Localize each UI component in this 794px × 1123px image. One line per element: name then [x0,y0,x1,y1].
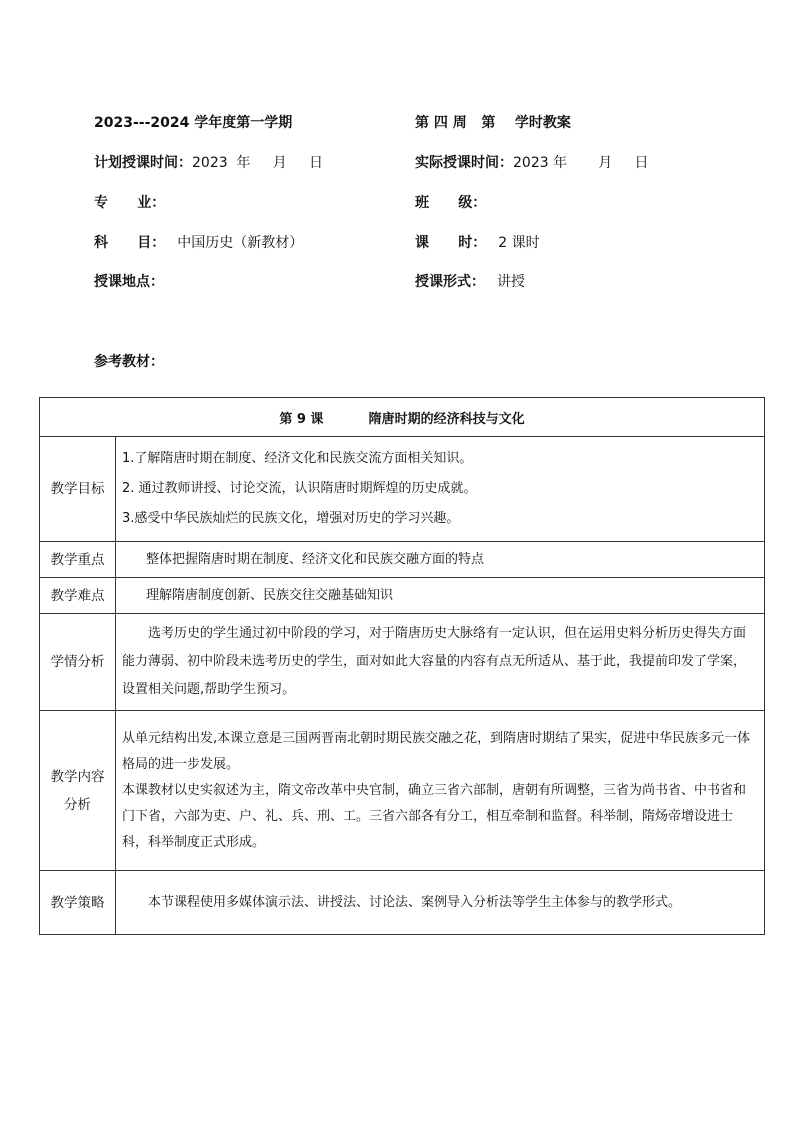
subject-label: 科 目： [94,235,166,251]
content-analysis-cell [116,711,765,871]
place [94,272,164,292]
content-analysis-para: 从单元结构出发,本课立意是三国两晋南北朝时期民族交融之花，到隋唐时期结了果实，促进中华民族多元一体格局的进一步发展。 [122,730,751,772]
content-analysis-label [40,711,116,871]
major [94,193,165,213]
student-analysis-cell [116,614,765,711]
lesson-plan-table [39,397,765,935]
table-row [40,542,765,578]
goal-item: 2. 通过教师讲授、讨论交流，认识隋唐时期辉煌的历史成就。 [122,481,477,496]
table-row [40,871,765,935]
goal-item: 3.感受中华民族灿烂的民族文化，增强对历史的学习兴趣。 [122,511,460,526]
week-title: 第 四 周 第 学时教案 [415,115,571,131]
place-label: 授课地点： [94,274,164,290]
key-points-text: 整体把握隋唐时期在制度、经济文化和民族交融方面的特点 [146,552,485,567]
strategy-cell [116,871,765,935]
hours-label: 课 时： [415,235,487,251]
reference-material: 参考教材： [94,354,164,370]
content-analysis-label-line2: 分析 [64,796,91,813]
key-points-cell [116,542,765,578]
student-analysis-label: 学情分析 [40,614,116,711]
actual-time-label: 实际授课时间： [415,155,513,171]
strategy-text: 本节课程使用多媒体演示法、讲授法、讨论法、案例导入分析法等学生主体参与的教学形式。 [148,895,682,910]
student-analysis-text: 选考历史的学生通过初中阶段的学习，对于隋唐历史大脉络有一定认识，但在运用史料分析历史得失方面能力薄弱、初中阶段未选考历史的学生，面对如此大容量的内容有点无所适从、基于此，我提前印发了学案，设置相关问题,帮助学生预习。 [122,626,747,697]
hours [415,233,540,253]
table-row [40,711,765,871]
class-label: 班 级： [415,195,487,211]
actual-time-value: 2023 年 月 日 [513,155,649,171]
lesson-title: 第 9 课 隋唐时期的经济科技与文化 [40,398,765,437]
table-row [40,437,765,542]
goal-item: 1.了解隋唐时期在制度、经济文化和民族交流方面相关知识。 [122,451,473,466]
planned-time [94,153,323,173]
strategy-label: 教学策略 [40,871,116,935]
goals-cell [116,437,765,542]
goals-label: 教学目标 [40,437,116,542]
difficult-points-cell [116,578,765,614]
form [415,272,525,292]
table-row [40,614,765,711]
content-analysis-label-line1: 教学内容 [50,768,105,785]
subject-value: 中国历史（新教材） [177,235,304,251]
table-row [40,578,765,614]
planned-time-label: 计划授课时间： [94,155,192,171]
key-points-label: 教学重点 [40,542,116,578]
form-label: 授课形式： [415,274,485,290]
actual-time [415,153,648,173]
table-row [40,398,765,437]
planned-time-value: 2023 年 月 日 [192,155,324,171]
major-label: 专 业： [94,195,166,211]
term-title: 2023---2024 学年度第一学期 [94,115,293,131]
content-analysis-para: 本课教材以史实叙述为主，隋文帝改革中央官制，确立三省六部制，唐朝有所调整，三省为尚书省、中书省和门下省，六部为吏、户、礼、兵、刑、工。三省六部各有分工，相互牵制和监督。科举制，隋炀帝增设进士科，科举制度正式形成。 [122,782,747,850]
difficult-points-label: 教学难点 [40,578,116,614]
hours-value: 2 课时 [498,235,540,251]
class [415,193,486,213]
difficult-points-text: 理解隋唐制度创新、民族交往交融基础知识 [146,588,394,603]
subject [94,233,303,253]
form-value: 讲授 [497,274,525,290]
